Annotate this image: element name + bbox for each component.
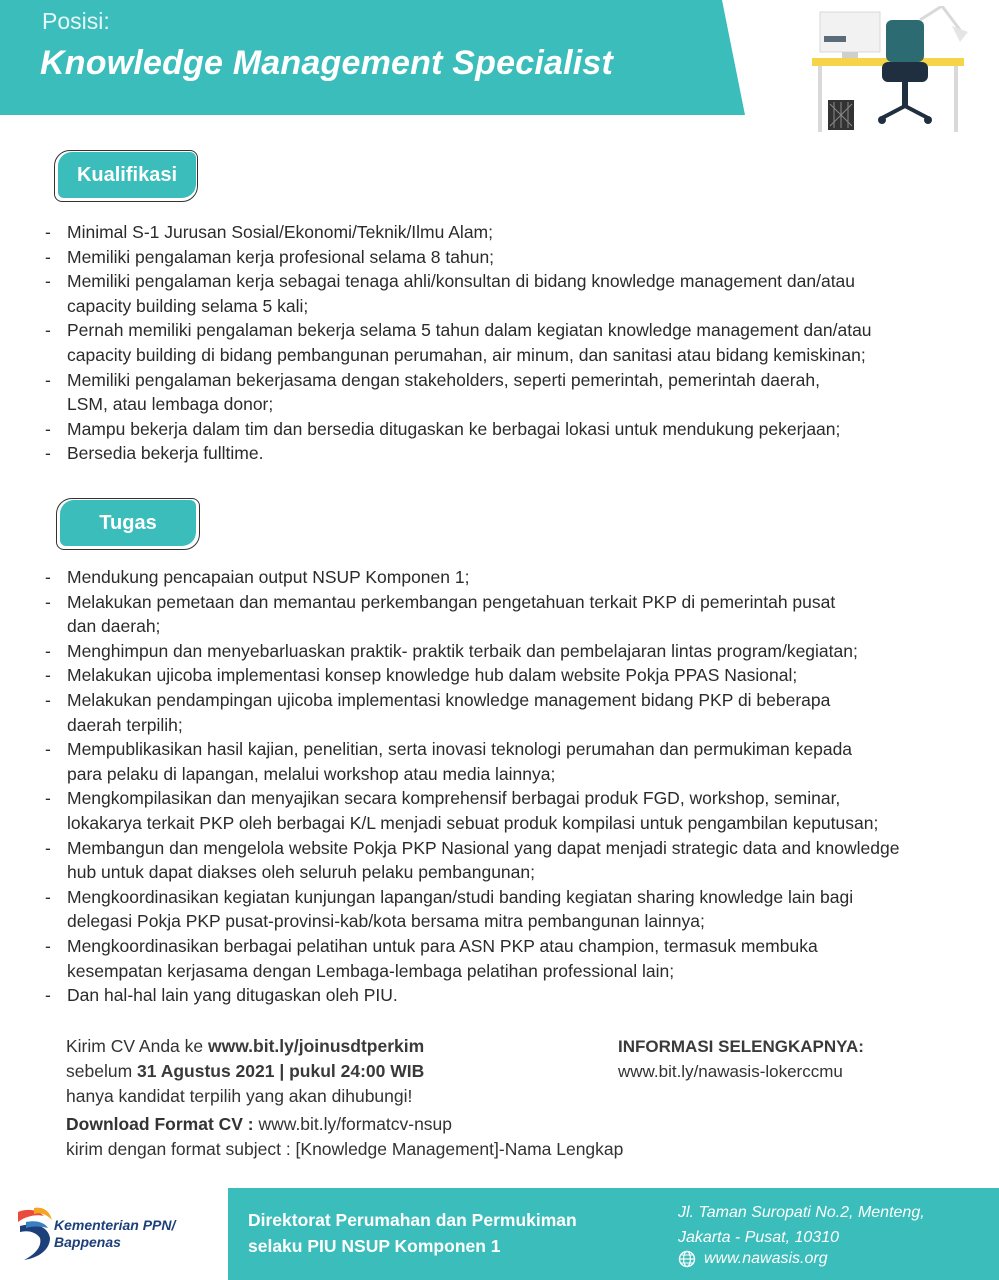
lamp-icon: [920, 6, 960, 30]
list-item: - Mampu bekerja dalam tim dan bersedia ditugaskan ke berbagai lokasi untuk mendukung pekerjaan;: [45, 418, 841, 439]
download-label: Download Format CV :: [66, 1114, 259, 1134]
globe-icon: [678, 1250, 696, 1268]
list-item: - Menghimpun dan menyebarluaskan praktik- praktik terbaik dan pembelajaran lintas program/kegiatan;: [45, 640, 858, 661]
more-info-title: INFORMASI SELENGKAPNYA:: [618, 1037, 864, 1056]
kualifikasi-heading: Kualifikasi: [58, 152, 196, 198]
job-title: Knowledge Management Specialist: [40, 44, 613, 82]
list-item: - Membangun dan mengelola website Pokja PKP Nasional yang dapat menjadi strategic data and knowledge hub untuk dapat diakses oleh seluruh pelaku pembangunan;: [45, 837, 900, 883]
office-desk-illustration: [812, 6, 970, 134]
directorate-name: Direktorat Perumahan dan Permukiman selaku PIU NSUP Komponen 1: [248, 1210, 577, 1256]
list-item: - Mempublikasikan hasil kajian, penelitian, serta inovasi teknologi perumahan dan permukiman kepada para pelaku di lapangan, melalui workshop atau media lainnya;: [45, 739, 853, 784]
address: Jl. Taman Suropati No.2, Menteng, Jakarta - Pusat, 10310: [678, 1204, 925, 1246]
list-item: - Minimal S-1 Jurusan Sosial/Ekonomi/Teknik/Ilmu Alam;: [45, 222, 493, 242]
apply-link[interactable]: www.bit.ly/joinusdtperkim: [208, 1036, 425, 1056]
tugas-list: [40, 565, 899, 1008]
list-item: - Mengkoordinasikan berbagai pelatihan untuk para ASN PKP atau champion, termasuk membuka kesempatan kerjasama dengan Lembaga-lembaga pelatihan professional lain;: [45, 935, 818, 981]
list-item: - Melakukan ujicoba implementasi konsep knowledge hub dalam website Pokja PPAS Nasional;: [45, 665, 798, 686]
subject-format-note: kirim dengan format subject : [Knowledge Management]-Nama Lengkap: [66, 1139, 624, 1159]
list-item: - Mengkompilasikan dan menyajikan secara komprehensif berbagai produk FGD, workshop, seminar, lokakarya terkait PKP oleh berbagai K/L menjadi sebuat produk kompilasi untuk pengambilan keputusan;: [45, 788, 879, 833]
website[interactable]: www.nawasis.org: [678, 1250, 828, 1268]
list-item: - Pernah memiliki pengalaman bekerja selama 5 tahun dalam kegiatan knowledge management dan/atau capacity building di bidang pembangunan perumahan, air minum, dan sanitasi atau bidang kemiskinan;: [45, 320, 872, 365]
cv-download-info: [66, 1112, 623, 1162]
list-item: - Dan hal-hal lain yang ditugaskan oleh PIU.: [45, 985, 398, 1006]
download-link[interactable]: www.bit.ly/formatcv-nsup: [258, 1114, 453, 1134]
list-item: - Bersedia bekerja fulltime.: [45, 443, 264, 464]
application-instructions: Kirim CV Anda ke www.bit.ly/joinusdtperkim sebelum 31 Agustus 2021 | pukul 24:00 WIB hanya kandidat terpilih yang akan dihubungi!: [66, 1034, 424, 1109]
position-label: Posisi:: [42, 8, 110, 34]
list-item: - Mendukung pencapaian output NSUP Komponen 1;: [45, 567, 470, 587]
tugas-heading: Tugas: [60, 500, 196, 546]
monitor-icon: [820, 12, 880, 52]
chair-icon: [886, 20, 924, 62]
deadline: 31 Agustus 2021 | pukul 24:00 WIB: [137, 1061, 425, 1081]
more-info: [618, 1034, 864, 1084]
more-info-link[interactable]: www.bit.ly/nawasis-lokerccmu: [618, 1062, 843, 1081]
kualifikasi-list: [40, 220, 872, 466]
list-item: - Mengkoordinasikan kegiatan kunjungan lapangan/studi banding kegiatan sharing knowledge lain bagi delegasi Pokja PKP pusat-provinsi-kab/kota bersama mitra pembangunan lainnya;: [45, 886, 854, 932]
list-item: - Melakukan pendampingan ujicoba implementasi knowledge management bidang PKP di beberapa daerah terpilih;: [45, 689, 831, 735]
list-item: - Memiliki pengalaman kerja sebagai tenaga ahli/konsultan di bidang knowledge management dan/atau capacity building selama 5 kali;: [45, 271, 856, 316]
list-item: - Melakukan pemetaan dan memantau perkembangan pengetahuan terkait PKP di pemerintah pusat dan daerah;: [45, 591, 836, 637]
list-item: - Memiliki pengalaman kerja profesional selama 8 tahun;: [45, 246, 495, 267]
bappenas-logo-text: Kementerian PPN/ Bappenas: [54, 1217, 176, 1250]
selection-note: hanya kandidat terpilih yang akan dihubungi!: [66, 1086, 413, 1106]
list-item: - Memiliki pengalaman bekerjasama dengan stakeholders, seperti pemerintah, pemerintah daerah, LSM, atau lembaga donor;: [45, 369, 820, 415]
